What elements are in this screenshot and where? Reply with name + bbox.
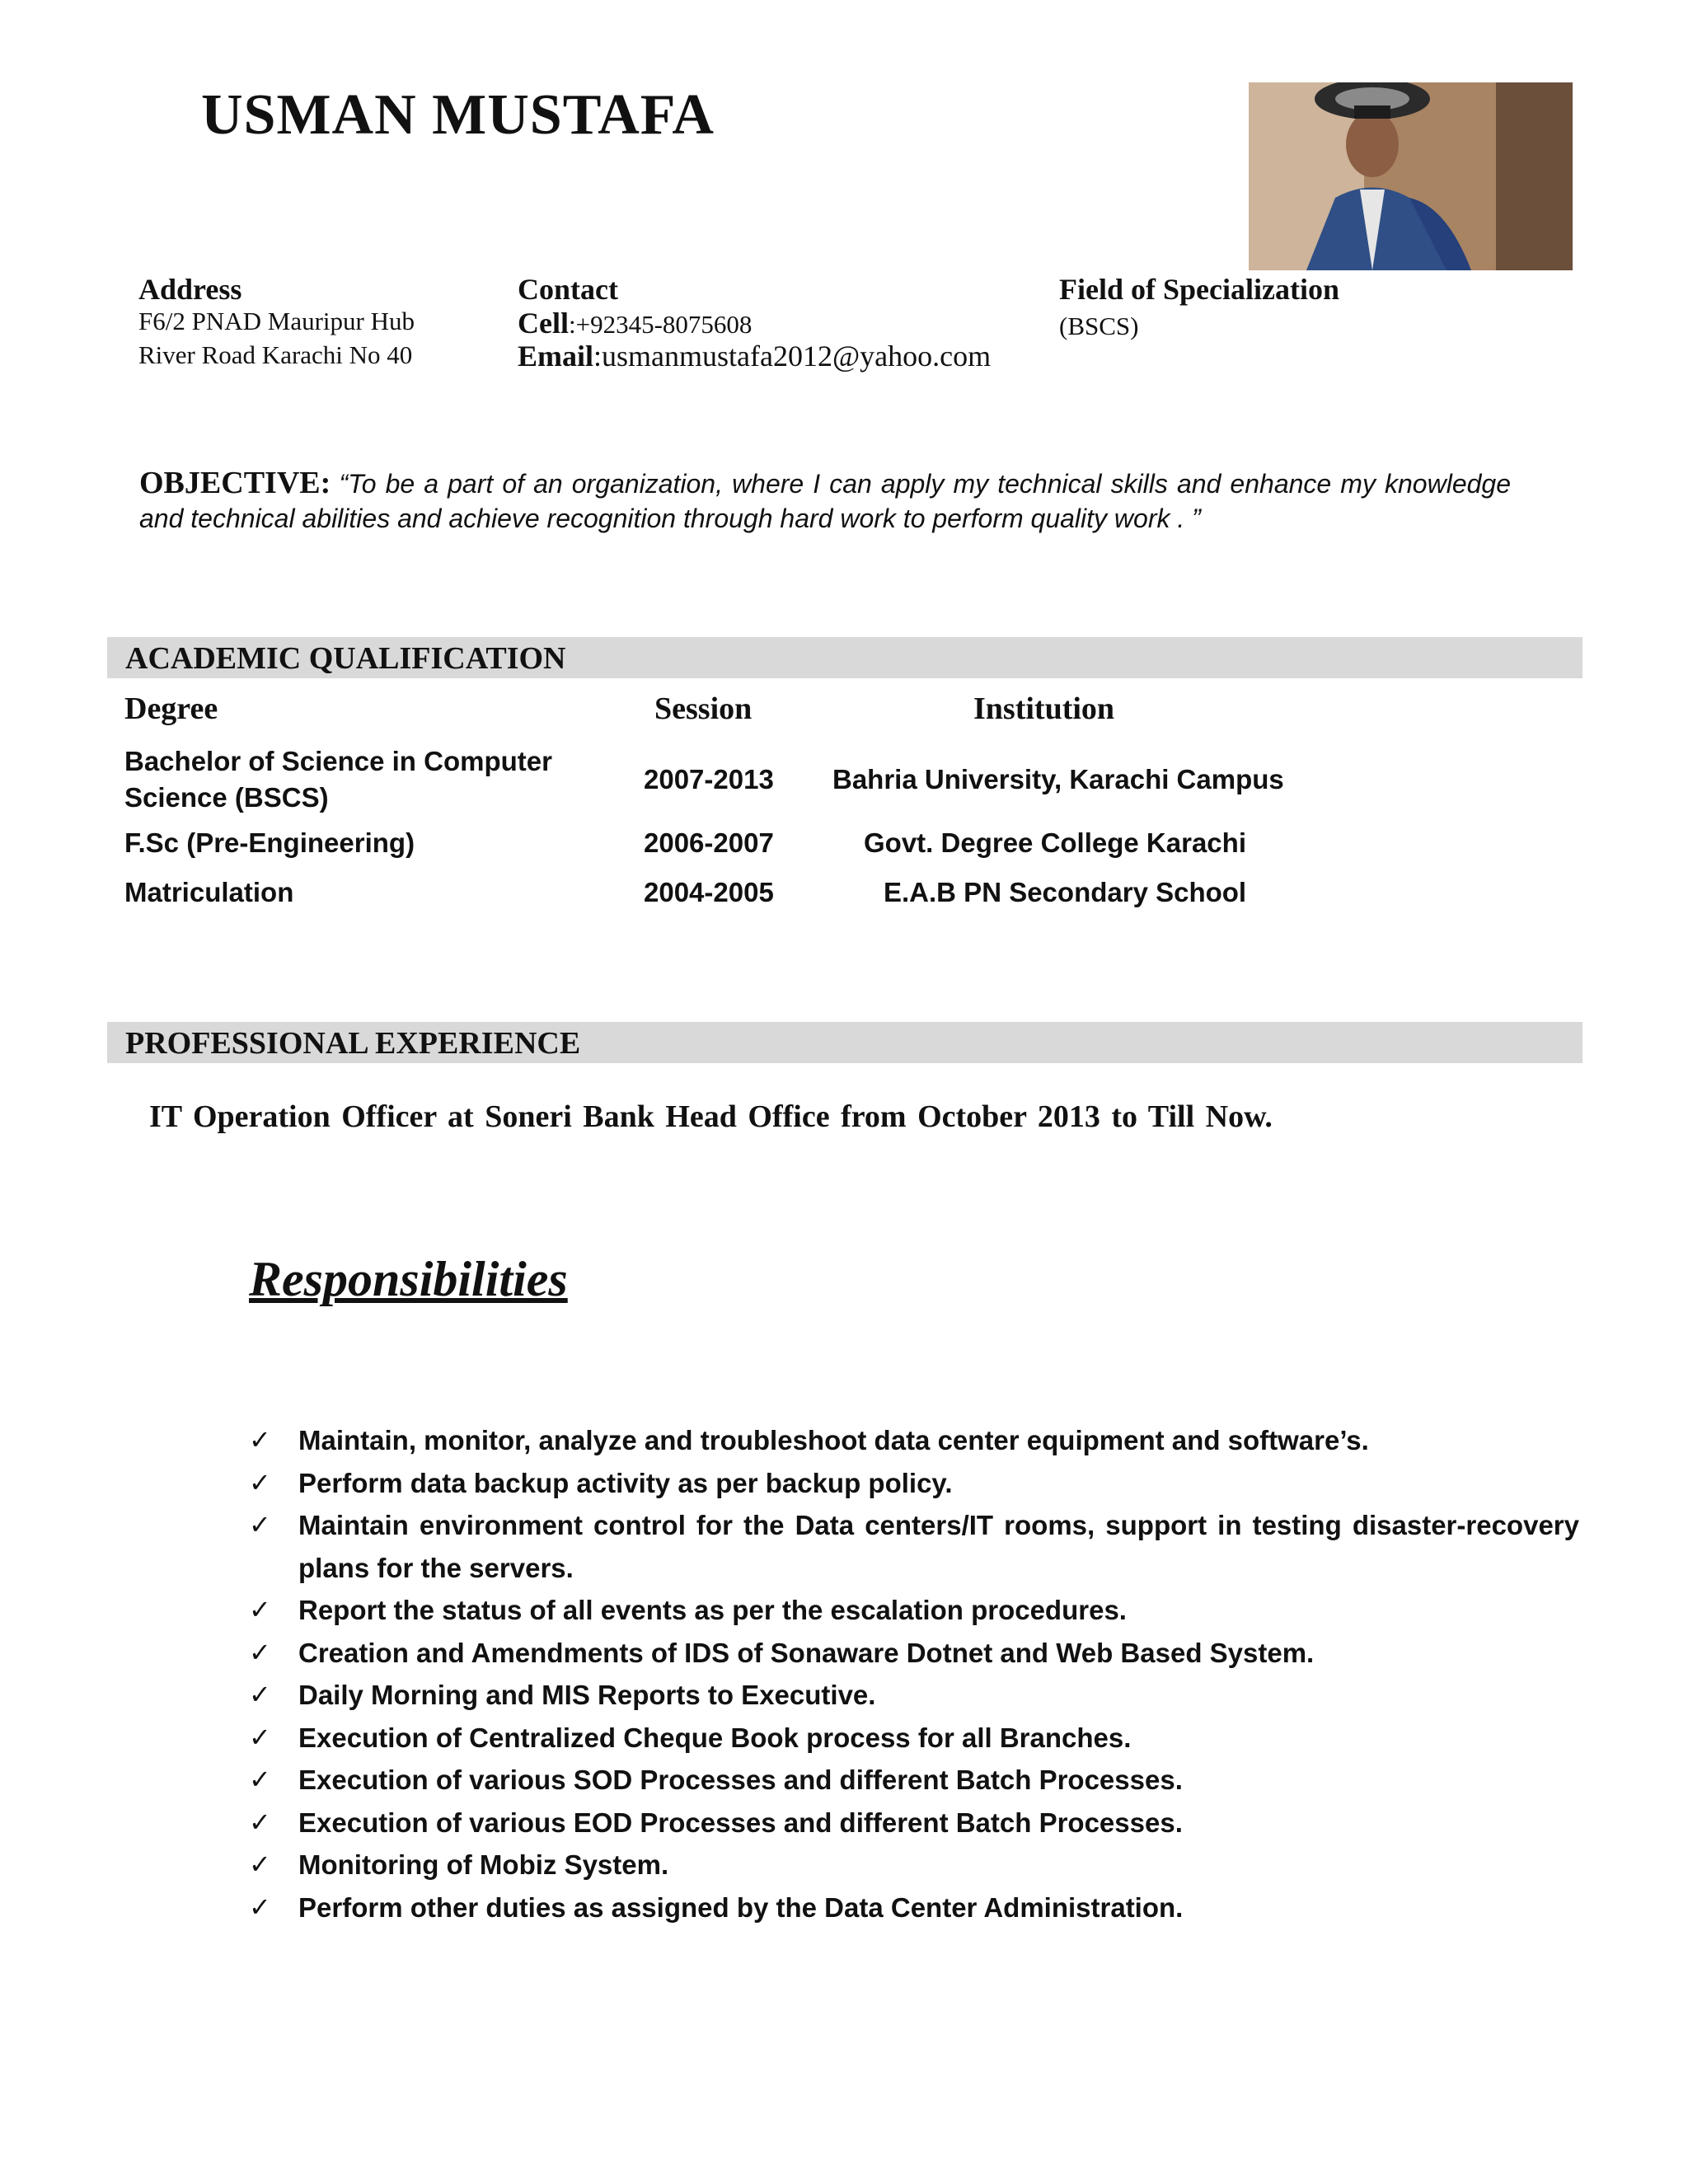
col-degree: Degree bbox=[124, 691, 218, 726]
col-institution: Institution bbox=[973, 691, 1115, 726]
contact-heading: Contact bbox=[518, 273, 618, 306]
address-line-2: River Road Karachi No 40 bbox=[138, 340, 413, 369]
row-1-degree: Bachelor of Science in Computer Science (BSCS) bbox=[124, 746, 552, 813]
list-item: ✓ Maintain, monitor, analyze and troubleshoot data center equipment and software’s. bbox=[249, 1419, 1579, 1462]
check-icon: ✓ bbox=[249, 1594, 271, 1625]
check-icon: ✓ bbox=[249, 1509, 271, 1540]
contact-email bbox=[518, 340, 991, 373]
responsibilities-heading: Responsibilities bbox=[249, 1252, 568, 1306]
check-icon: ✓ bbox=[249, 1764, 271, 1795]
row-1-session: 2007-2013 bbox=[644, 764, 774, 794]
row-2-session: 2006-2007 bbox=[644, 827, 774, 858]
email-label: Email bbox=[518, 340, 594, 373]
cell-label: Cell bbox=[518, 307, 569, 340]
check-icon: ✓ bbox=[249, 1806, 271, 1838]
list-item: ✓ Execution of various SOD Processes and different Batch Processes. bbox=[249, 1759, 1579, 1802]
cell-value: :+92345-8075608 bbox=[568, 310, 753, 339]
row-3-session: 2004-2005 bbox=[644, 877, 774, 907]
objective-text: “To be a part of an organization, where I can apply my technical skills and enhance my knowledge and technical abilities and achieve recognition through hard work to perform quality work . ” bbox=[139, 469, 1512, 533]
row-3-degree: Matriculation bbox=[124, 877, 294, 907]
check-icon: ✓ bbox=[249, 1891, 271, 1923]
list-item: ✓ Perform data backup activity as per backup policy. bbox=[249, 1462, 1579, 1505]
check-icon: ✓ bbox=[249, 1849, 271, 1880]
list-item: ✓ Execution of Centralized Cheque Book process for all Branches. bbox=[249, 1717, 1579, 1760]
academic-section-heading: ACADEMIC QUALIFICATION bbox=[107, 637, 1582, 678]
row-2-institution: Govt. Degree College Karachi bbox=[864, 827, 1246, 858]
specialization-value: (BSCS) bbox=[1059, 312, 1139, 340]
list-item: ✓ Daily Morning and MIS Reports to Executive. bbox=[249, 1674, 1579, 1717]
row-3-institution: E.A.B PN Secondary School bbox=[884, 877, 1247, 907]
profile-photo bbox=[1249, 82, 1573, 270]
address-heading: Address bbox=[138, 273, 242, 306]
col-session: Session bbox=[654, 691, 753, 726]
check-icon: ✓ bbox=[249, 1636, 271, 1668]
responsibilities-list bbox=[249, 1419, 1579, 1929]
check-icon: ✓ bbox=[249, 1679, 271, 1710]
objective-label: OBJECTIVE: bbox=[139, 466, 331, 500]
email-value[interactable]: :usmanmustafa2012@yahoo.com bbox=[593, 340, 992, 373]
specialization-heading: Field of Specialization bbox=[1059, 273, 1339, 306]
experience-section-heading: PROFESSIONAL EXPERIENCE bbox=[107, 1022, 1582, 1063]
list-item: ✓ Maintain environment control for the Data centers/IT rooms, support in testing disaster-recovery plans for the servers. bbox=[249, 1504, 1579, 1589]
check-icon: ✓ bbox=[249, 1466, 271, 1498]
check-icon: ✓ bbox=[249, 1721, 271, 1753]
experience-position: IT Operation Officer at Soneri Bank Head Office from October 2013 to Till Now. bbox=[149, 1099, 1273, 1134]
objective bbox=[139, 466, 1511, 536]
address-line-1: F6/2 PNAD Mauripur Hub bbox=[138, 307, 415, 335]
contact-cell bbox=[518, 307, 752, 341]
list-item: ✓ Monitoring of Mobiz System. bbox=[249, 1844, 1579, 1886]
list-item: ✓ Creation and Amendments of IDS of Sonaware Dotnet and Web Based System. bbox=[249, 1632, 1579, 1675]
applicant-name: USMAN MUSTAFA bbox=[201, 83, 715, 147]
list-item: ✓ Report the status of all events as per the escalation procedures. bbox=[249, 1589, 1579, 1632]
list-item: ✓ Execution of various EOD Processes and different Batch Processes. bbox=[249, 1802, 1579, 1844]
row-2-degree: F.Sc (Pre-Engineering) bbox=[124, 827, 415, 858]
list-item: ✓ Perform other duties as assigned by the Data Center Administration. bbox=[249, 1886, 1579, 1929]
row-1-institution: Bahria University, Karachi Campus bbox=[832, 764, 1284, 794]
check-icon: ✓ bbox=[249, 1424, 271, 1455]
